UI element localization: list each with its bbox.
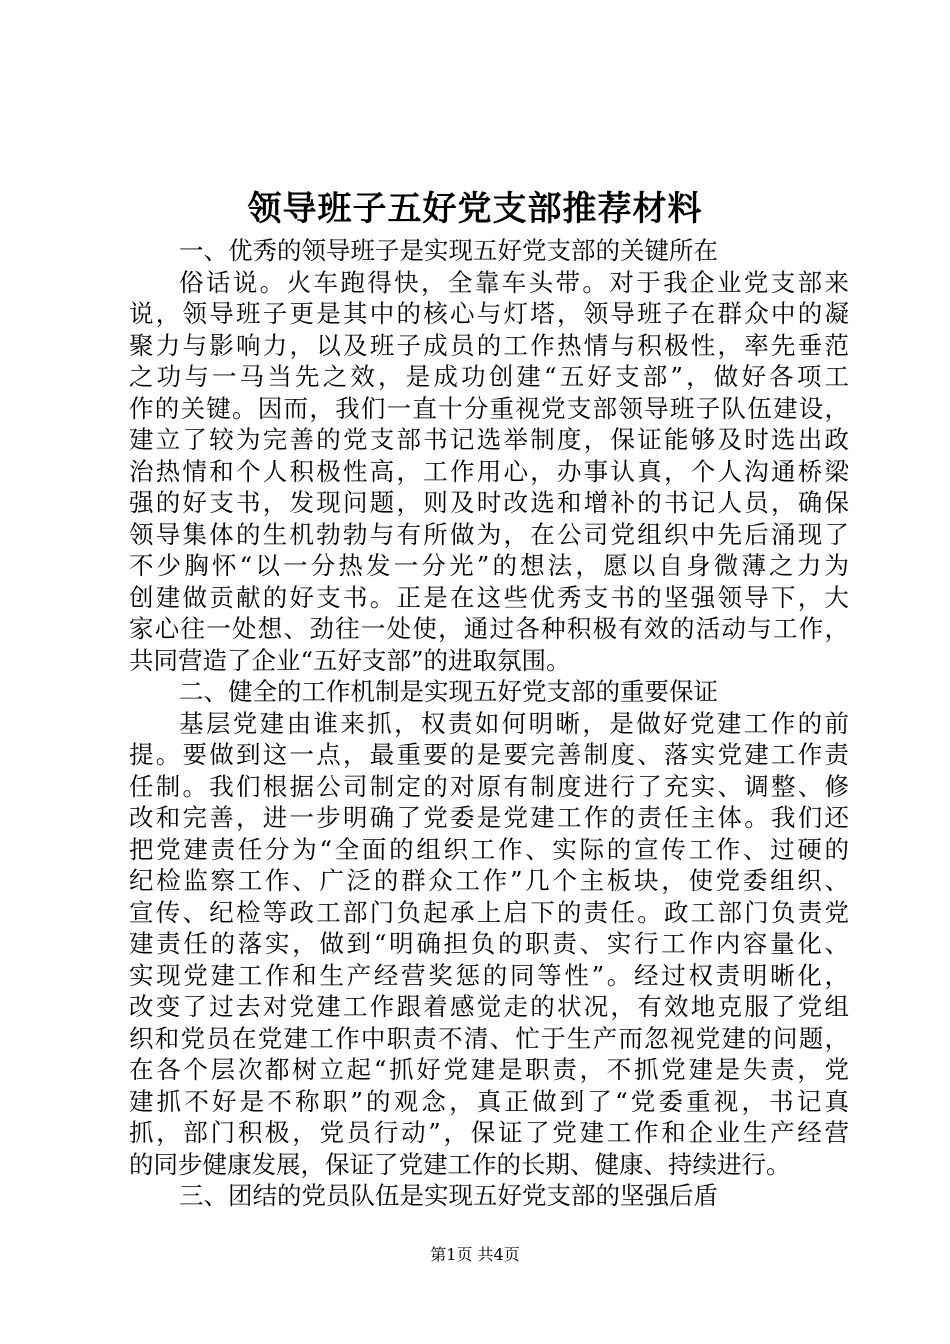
body-line: 强的好支书，发现问题，则及时改选和增补的书记人员，确保 xyxy=(129,488,849,517)
document-body xyxy=(129,235,849,1212)
body-line: 抓，部门积极，党员行动”，保证了党建工作和企业生产经营 xyxy=(129,1118,849,1147)
body-line: 领导集体的生机勃勃与有所做为，在公司党组织中先后涌现了 xyxy=(129,519,849,549)
body-line: 纪检监察工作、广泛的群众工作”几个主板块，使党委组织、 xyxy=(129,866,849,895)
body-line: 建责任的落实，做到“明确担负的职责、实行工作内容量化、 xyxy=(129,929,849,958)
body-line: 改和完善，进一步明确了党委是党建工作的责任主体。我们还 xyxy=(129,803,849,832)
body-line: 建抓不好是不称职”的观念，真正做到了“党委重视，书记真 xyxy=(129,1086,849,1116)
body-line: 把党建责任分为“全面的组织工作、实际的宣传工作、过硬的 xyxy=(129,834,849,864)
body-line: 俗话说。火车跑得快，全靠车头带。对于我企业党支部来 xyxy=(179,267,849,297)
body-line: 实现党建工作和生产经营奖惩的同等性”。经过权责明晰化， xyxy=(129,960,849,990)
page-number: 第1页 共4页 xyxy=(430,1245,520,1264)
body-line: 不少胸怀“以一分热发一分光”的想法，愿以自身微薄之力为 xyxy=(129,551,849,580)
body-line: 治热情和个人积极性高，工作用心，办事认真，个人沟通桥梁 xyxy=(129,456,849,486)
body-line: 之功与一马当先之效，是成功创建“五好支部”，做好各项工 xyxy=(129,362,849,391)
body-line: 任制。我们根据公司制定的对原有制度进行了充实、调整、修 xyxy=(129,771,849,801)
document-title: 领导班子五好党支部推荐材料 xyxy=(247,189,703,229)
body-line: 的同步健康发展，保证了党建工作的长期、健康、持续进行。 xyxy=(129,1149,791,1179)
body-line: 家心往一处想、劲往一处使，通过各种积极有效的活动与工作， xyxy=(129,614,849,643)
body-line: 共同营造了企业“五好支部”的进取氛围。 xyxy=(129,645,571,675)
section-heading: 二、健全的工作机制是实现五好党支部的重要保证 xyxy=(179,677,718,706)
body-line: 在各个层次都树立起“抓好党建是职责，不抓党建是失责，党 xyxy=(129,1055,849,1084)
body-line: 基层党建由谁来抓，权责如何明晰，是做好党建工作的前 xyxy=(179,708,849,738)
body-line: 说，领导班子更是其中的核心与灯塔，领导班子在群众中的凝 xyxy=(129,299,849,328)
body-line: 聚力与影响力，以及班子成员的工作热情与积极性，率先垂范 xyxy=(129,330,849,360)
body-line: 织和党员在党建工作中职责不清、忙于生产而忽视党建的问题， xyxy=(129,1023,849,1053)
body-line: 提。要做到这一点，最重要的是要完善制度、落实党建工作责 xyxy=(129,740,849,769)
body-line: 宣传、纪检等政工部门负起承上启下的责任。政工部门负责党 xyxy=(129,897,849,927)
body-line: 改变了过去对党建工作跟着感觉走的状况，有效地克服了党组 xyxy=(129,992,849,1021)
section-heading: 一、优秀的领导班子是实现五好党支部的关键所在 xyxy=(179,236,718,265)
body-line: 作的关键。因而，我们一直十分重视党支部领导班子队伍建设， xyxy=(129,393,849,423)
body-line: 创建做贡献的好支书。正是在这些优秀支书的坚强领导下，大 xyxy=(129,582,849,612)
section-heading: 三、团结的党员队伍是实现五好党支部的坚强后盾 xyxy=(179,1181,718,1210)
body-line: 建立了较为完善的党支部书记选举制度，保证能够及时选出政 xyxy=(129,425,849,454)
